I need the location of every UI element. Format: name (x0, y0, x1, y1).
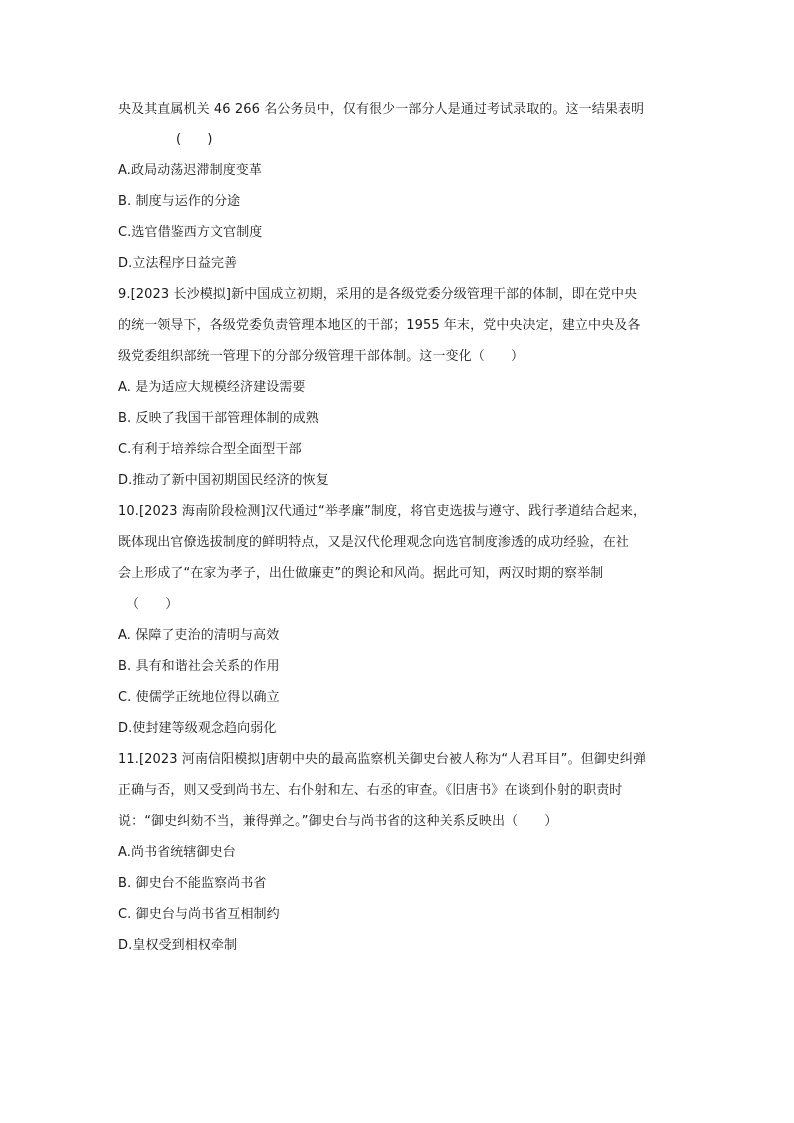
q10-option-d: D.使封建等级观念趋向弱化 (118, 721, 277, 736)
q10-option-a: A. 保障了吏治的清明与高效 (118, 628, 280, 643)
q8-option-a: A.政局动荡迟滞制度变革 (118, 163, 262, 178)
q9-option-c: C.有利于培养综合型全面型干部 (118, 442, 302, 457)
q8-option-d: D.立法程序日益完善 (118, 256, 238, 271)
q11-option-c: C. 御史台与尚书省互相制约 (118, 907, 280, 922)
q8-answer-paren: ( ) (176, 132, 213, 147)
q10-stem-line-2: 既体现出官僚选拔制度的鲜明特点，又是汉代伦理观念向选官制度渗透的成功经验，在社 (118, 535, 629, 550)
q9-stem-line-3: 级党委组织部统一管理下的分部分级管理干部体制。这一变化（ ） (118, 349, 525, 364)
q8-option-c: C.选官借鉴西方文官制度 (118, 225, 263, 240)
q9-option-d: D.推动了新中国初期国民经济的恢复 (118, 473, 329, 488)
q9-option-a: A. 是为适应大规模经济建设需要 (118, 380, 306, 395)
q11-option-b: B. 御史台不能监察尚书省 (118, 876, 267, 891)
q11-option-a: A.尚书省统辖御史台 (118, 845, 236, 860)
q9-stem-line-2: 的统一领导下，各级党委负责管理本地区的干部；1955 年末，党中央决定，建立中央及各 (118, 318, 641, 333)
q11-stem-line-3: 说：“御史纠劾不当，兼得弹之。”御史台与尚书省的这种关系反映出（ ） (118, 814, 558, 829)
q9-option-b: B. 反映了我国干部管理体制的成熟 (118, 411, 319, 426)
q11-option-d: D.皇权受到相权牵制 (118, 938, 238, 953)
q10-option-b: B. 具有和谐社会关系的作用 (118, 659, 280, 674)
q9-stem-line-1: 9.[2023 长沙模拟]新中国成立初期，采用的是各级党委分级管理干部的体制，即在党中央 (118, 287, 638, 302)
q10-stem-line-1: 10.[2023 海南阶段检测]汉代通过“举孝廉”制度，将官吏选拔与遵守、践行孝道结合起来， (118, 504, 647, 519)
q10-answer-paren: （ ） (126, 597, 179, 612)
q11-stem-line-2: 正确与否，则又受到尚书左、右仆射和左、右丞的审查。《旧唐书》在谈到仆射的职责时 (118, 783, 623, 798)
q10-stem-line-3: 会上形成了“在家为孝子，出仕做廉吏”的舆论和风尚。据此可知，两汉时期的察举制 (118, 566, 604, 581)
q8-option-b: B. 制度与运作的分途 (118, 194, 241, 209)
q8-stem-line-1: 央及其直属机关 46 266 名公务员中，仅有很少一部分人是通过考试录取的。这一结果表明 (118, 102, 645, 117)
q11-stem-line-1: 11.[2023 河南信阳模拟]唐朝中央的最高监察机关御史台被人称为“人君耳目”。但御史纠弹 (118, 752, 647, 767)
q10-option-c: C. 使儒学正统地位得以确立 (118, 690, 280, 705)
